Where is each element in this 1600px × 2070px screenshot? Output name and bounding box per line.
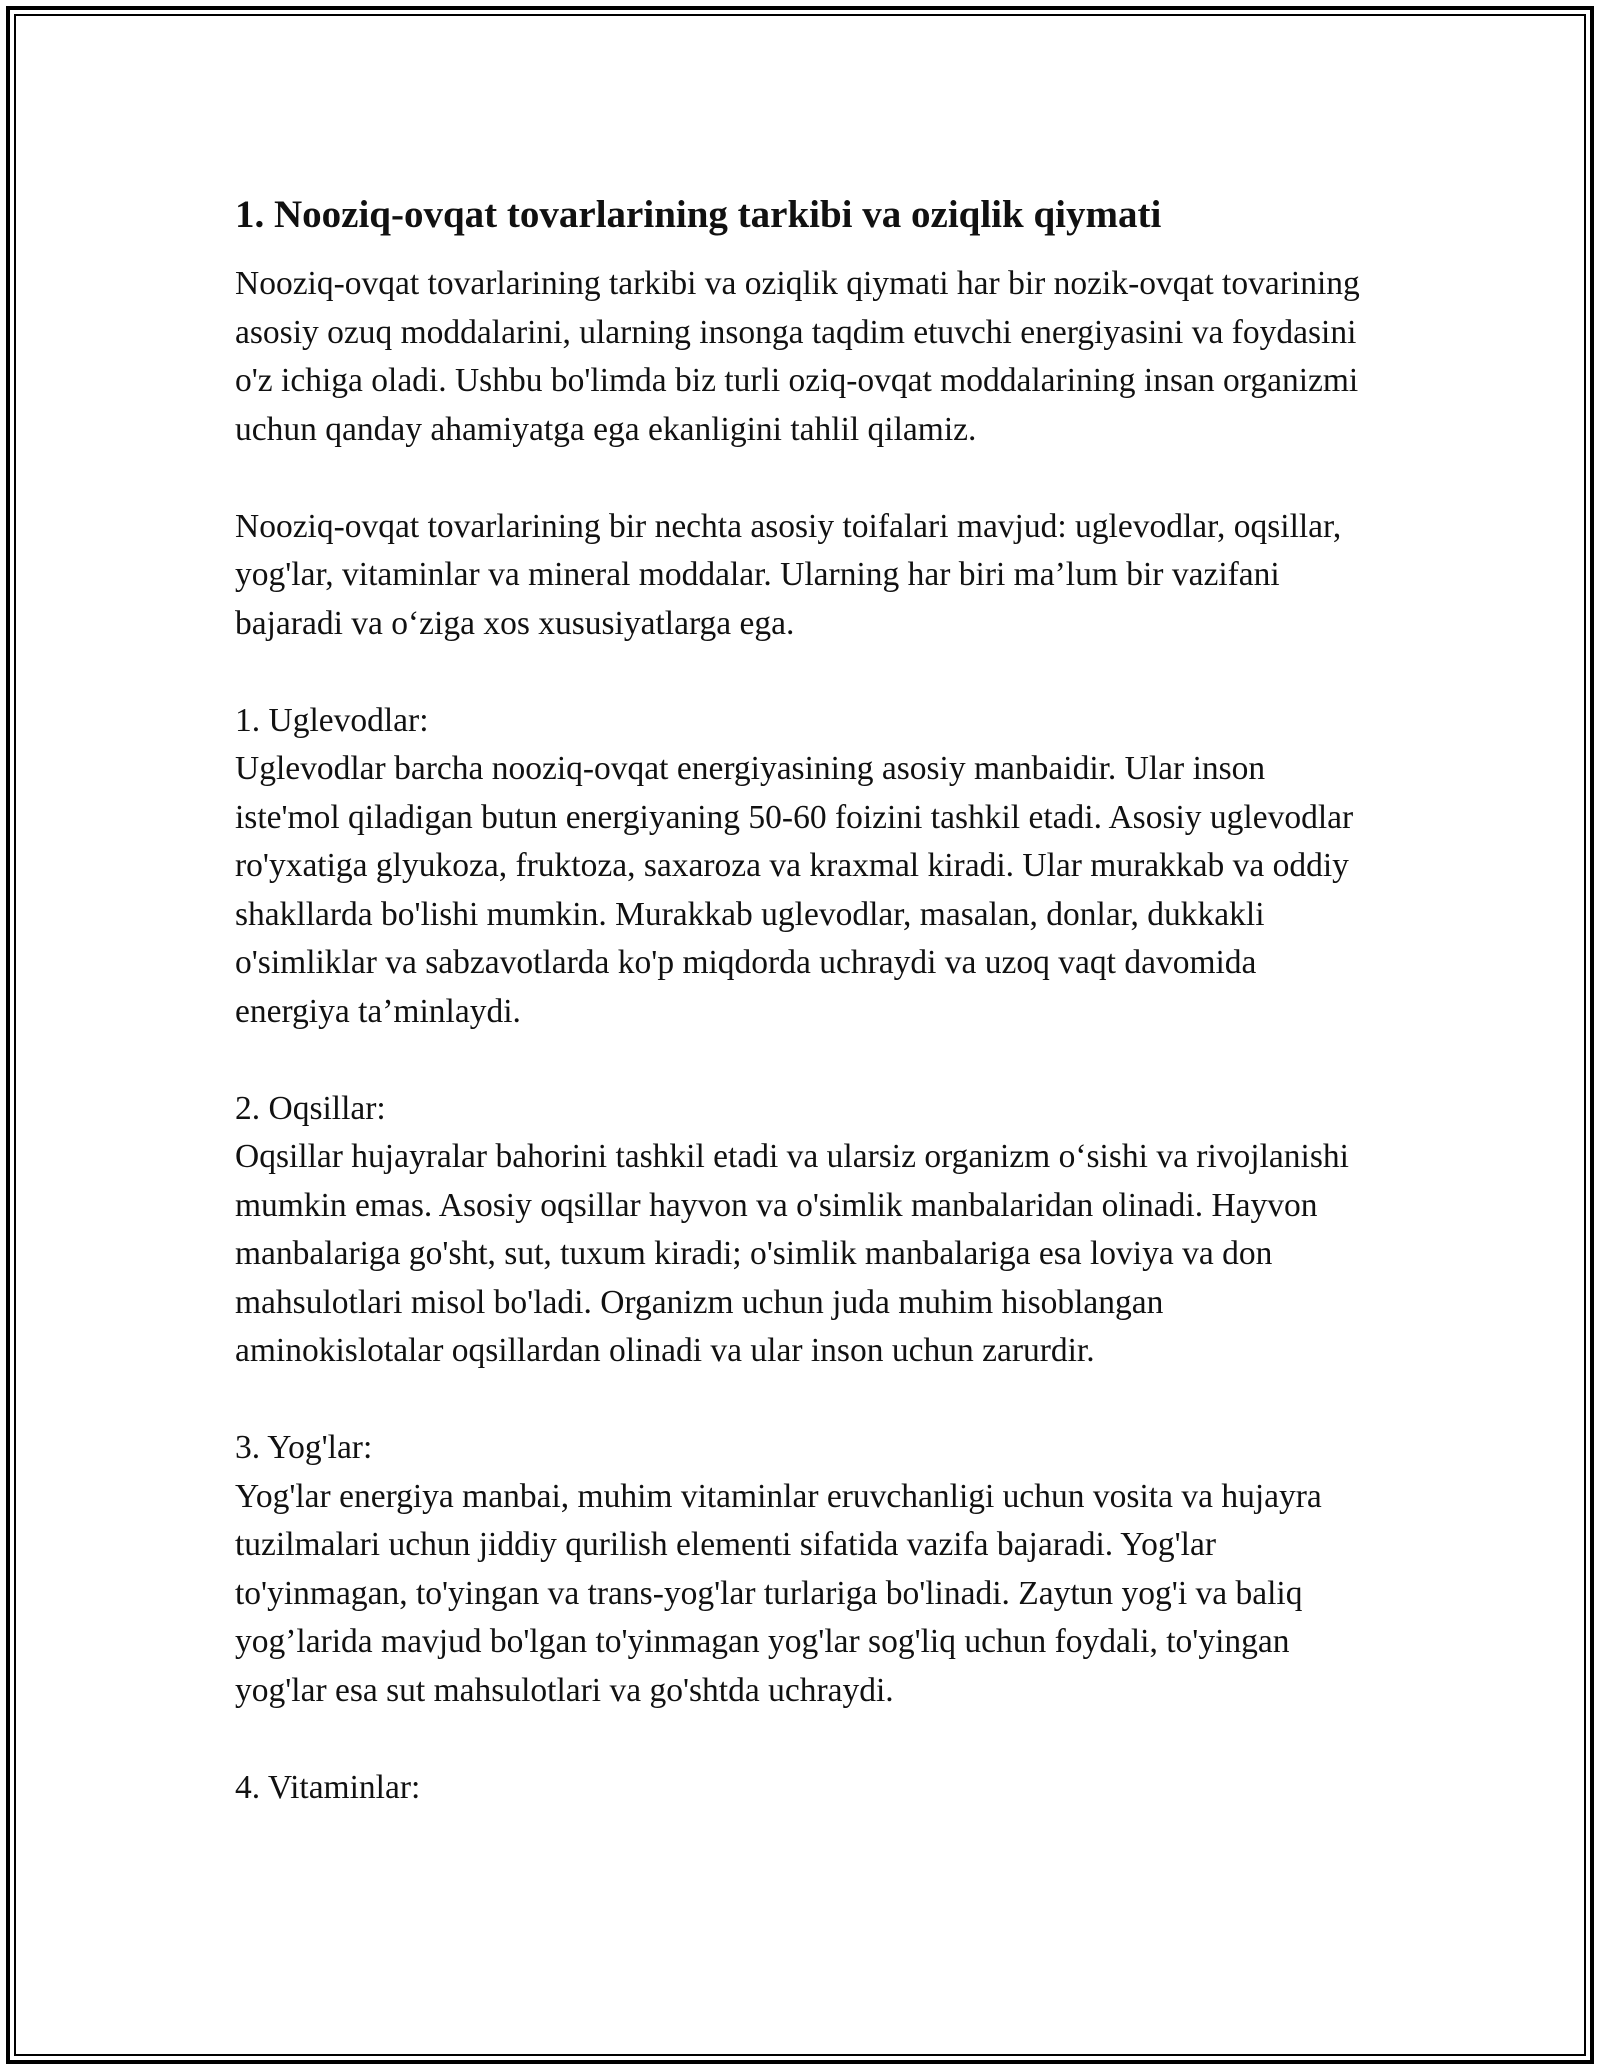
section-text-oqsillar: Oqsillar hujayralar bahorini tashkil etadi va ularsiz organizm o‘sishi va rivojlanishi mumkin emas. Asosiy oqsillar hayvon va o'simlik manbalaridan olinadi. Hayvon manbalariga go'sht, sut, tuxum kiradi; o'simlik manbalariga esa loviya va don mahsulotlari misol bo'ladi. Organizm uchun juda muhim hisoblangan aminokislotalar oqsillardan olinadi va ular inson uchun zarurdir. (235, 1138, 1349, 1369)
paragraph-gap (235, 1376, 1375, 1425)
section-heading-yoglar: 3. Yog'lar: (235, 1429, 373, 1466)
section-text-yoglar: Yog'lar energiya manbai, muhim vitaminlar eruvchanligi uchun vosita va hujayra tuzilmalari uchun jiddiy qurilish elementi sifatida vazifa bajaradi. Yog'lar to'yinmagan, to'yingan va trans-yog'lar turlariga bo'linadi. Zaytun yog'i va baliq yog’larida mavjud bo'lgan to'yinmagan yog'lar sog'liq uchun foydali, to'yingan yog'lar esa sut mahsulotlari va go'shtda uchraydi. (235, 1477, 1322, 1709)
section-heading-vitaminlar: 4. Vitaminlar: (235, 1768, 421, 1806)
paragraph-gap (235, 648, 1375, 697)
section-heading-uglevodlar: 1. Uglevodlar: (235, 701, 429, 739)
document-body (235, 190, 1375, 1812)
intro-paragraph: Nooziq-ovqat tovarlarining bir nechta asosiy toifalari mavjud: uglevodlar, oqsillar, yog'lar, vitaminlar va mineral moddalar. Ularning har biri ma’lum bir vazifani bajaradi va o‘ziga xos xususiyatlarga ega. (235, 507, 1342, 642)
paragraph-gap (235, 454, 1375, 503)
section-heading-oqsillar: 2. Oqsillar: (235, 1089, 386, 1127)
document-title: 1. Nooziq-ovqat tovarlarining tarkibi va oziqlik qiymati (235, 193, 1162, 236)
intro-paragraph: Nooziq-ovqat tovarlarining tarkibi va oziqlik qiymati har bir nozik-ovqat tovarining asosiy ozuq moddalarini, ularning insonga taqdim etuvchi energiyasini va foydasini o'z ichiga oladi. Ushbu bo'limda biz turli oziq-ovqat moddalarining insan organizmi uchun qanday ahamiyatga ega ekanligini tahlil qilamiz. (235, 265, 1360, 448)
section-text-uglevodlar: Uglevodlar barcha nooziq-ovqat energiyasining asosiy manbaidir. Ular inson iste'mol qiladigan butun energiyaning 50-60 foizini tashkil etadi. Asosiy uglevodlar ro'yxatiga glyukoza, fruktoza, saxaroza va kraxmal kiradi. Ular murakkab va oddiy shakllarda bo'lishi mumkin. Murakkab uglevodlar, masalan, donlar, dukkakli o'simliklar va sabzavotlarda ko'p miqdorda uchraydi va uzoq vaqt davomida energiya ta’minlaydi. (235, 750, 1354, 1030)
paragraph-gap (235, 1715, 1375, 1764)
paragraph-gap (235, 1036, 1375, 1085)
